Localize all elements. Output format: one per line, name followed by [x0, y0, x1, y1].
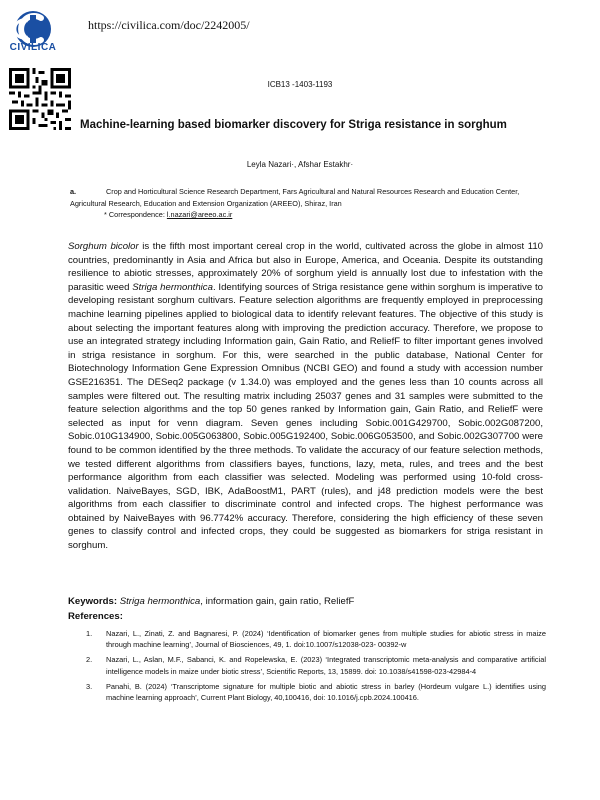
- paper-authors: Leyla Nazari·, Afshar Estakhr·: [246, 160, 354, 169]
- reference-number: 3.: [86, 681, 93, 691]
- paper-code: ICB13 -1403-1193: [267, 80, 333, 89]
- reference-item: [86, 654, 546, 676]
- correspondence: [104, 210, 232, 219]
- brand-name: CIVILICA: [9, 42, 57, 53]
- references-heading: References:: [68, 611, 123, 622]
- reference-text: Panahi, B. (2024) ‘Transcriptome signature for multiple biotic and abiotic stress in barley (Hordeum vulgare L.) identifies using machine learning approach’, Current Plant Biology, 40,100416, doi: 10.1016/j.cpb.2024.100416.: [106, 681, 546, 703]
- keywords: [68, 596, 354, 607]
- reference-text: Nazari, L., Aslan, M.F., Sabanci, K. and Ropelewska, E. (2023) ‘Integrated transcriptomic meta-analysis and comparative artificial intelligence models in maize under biotic stress’, Scientific Reports, 13, 15899. doi: 10.1038/s41598-023-42984-4: [106, 655, 546, 676]
- keyword-italic: Striga hermonthica: [119, 596, 201, 607]
- reference-item: [86, 681, 546, 703]
- reference-number: 2.: [86, 655, 93, 665]
- reference-list: [86, 628, 546, 707]
- document-url[interactable]: https://civilica.com/doc/2242005/: [88, 18, 250, 32]
- reference-item: [86, 628, 546, 650]
- keywords-list: , information gain, gain ratio, ReliefF: [200, 596, 355, 607]
- weed-name: Striga hermonthica: [132, 281, 213, 293]
- abstract: [68, 240, 543, 553]
- affiliation-label: a.: [70, 187, 77, 196]
- reference-text: Nazari, L., Zinati, Z. and Bagnaresi, P. (2024) ‘Identification of biomarker genes from multiple studies for abiotic stress in maize through machine learning’, Journal of Biosciences, 49, 1. doi:10.1007/s12038-023- 00392-w: [106, 629, 546, 650]
- keywords-label: Keywords:: [68, 596, 118, 607]
- abstract-text-1: is the fifth most important cereal crop in the world, cultivated across the globe in almost 110 countries, predominantly in Asia and Africa but also in Europe, America, and Oceania. Despite its outstanding resilience to abiotic stresses, approximately 20% of sorghum yield is annually lost due to infestation with the parasitic weed: [68, 241, 543, 293]
- abstract-paragraph: [68, 240, 543, 553]
- qr-code-icon: [9, 68, 71, 130]
- paper-title: Machine-learning based biomarker discovery for Striga resistance in sorghum: [80, 119, 507, 131]
- correspondence-email-link[interactable]: l.nazari@areeo.ac.ir: [166, 210, 233, 219]
- abstract-text-2: . Identifying sources of Striga resistance gene within sorghum is imperative to developing resistant sorghum cultivars. Feature selection algorithms are frequently employed in preprocessing machine learning pipelines applied to biological data to identify relevant features. The objective of this study is about selecting the important features along with improving the prediction accuracy. Therefore, we propose to use an integrated strategy including Information gain, Gain Ratio, and ReliefF to filter important genes involved in striga resistance in sorghum. For this, were searched in the public database, National Center for Biotechnology Information Gene Expression Omnibus (NCBI GEO) and found a study with accession number GSE216351. The DESeq2 package (v 1.34.0) was employed and the genes less than 10 counts across all samples were filtered out. The resulting matrix including 25037 genes and 31 samples were submitted to the feature selection algorithms and the top 50 genes ranked by Information gain, Gain Ratio, and ReliefF were selected as input for venn diagram. Seven genes including Sobic.001G429700, Sobic.002G087200, Sobic.010G134900, Sobic.005G063800, Sobic.005G192400, Sobic.006G053500, and Sobic.002G307700 were found to be common identified by the three methods. To validate the accuracy of our feature selection methods, we tested different algorithms from classifiers bayes, functions, lazy, meta, rules, and trees and the best performance algorithm from each classifier was selected. Modeling was performed using 10-fold cross-validation. NaiveBayes, SGD, IBK, AdaBoostM1, PART (rules), and j48 prediction models were the best algorithms from each classifier to discriminate control and infected crops. The highest performance was obtained by NaiveBayes with 96.7742% accuracy. Therefore, considering the high efficiency of these seven genes to classify control and infected crops, they could be suggested as biomarkers for striga resistant in sorghum.: [68, 281, 543, 552]
- affiliation-text: Crop and Horticultural Science Research Department, Fars Agricultural and Natural Resources Research and Education Center, Agricultural Research, Education and Extension Organization (AREEO), Shiraz, Iran: [70, 187, 520, 208]
- correspondence-label: * Correspondence:: [104, 210, 165, 219]
- reference-number: 1.: [86, 629, 93, 638]
- species-name: Sorghum bicolor: [68, 241, 139, 252]
- affiliation: [70, 186, 540, 210]
